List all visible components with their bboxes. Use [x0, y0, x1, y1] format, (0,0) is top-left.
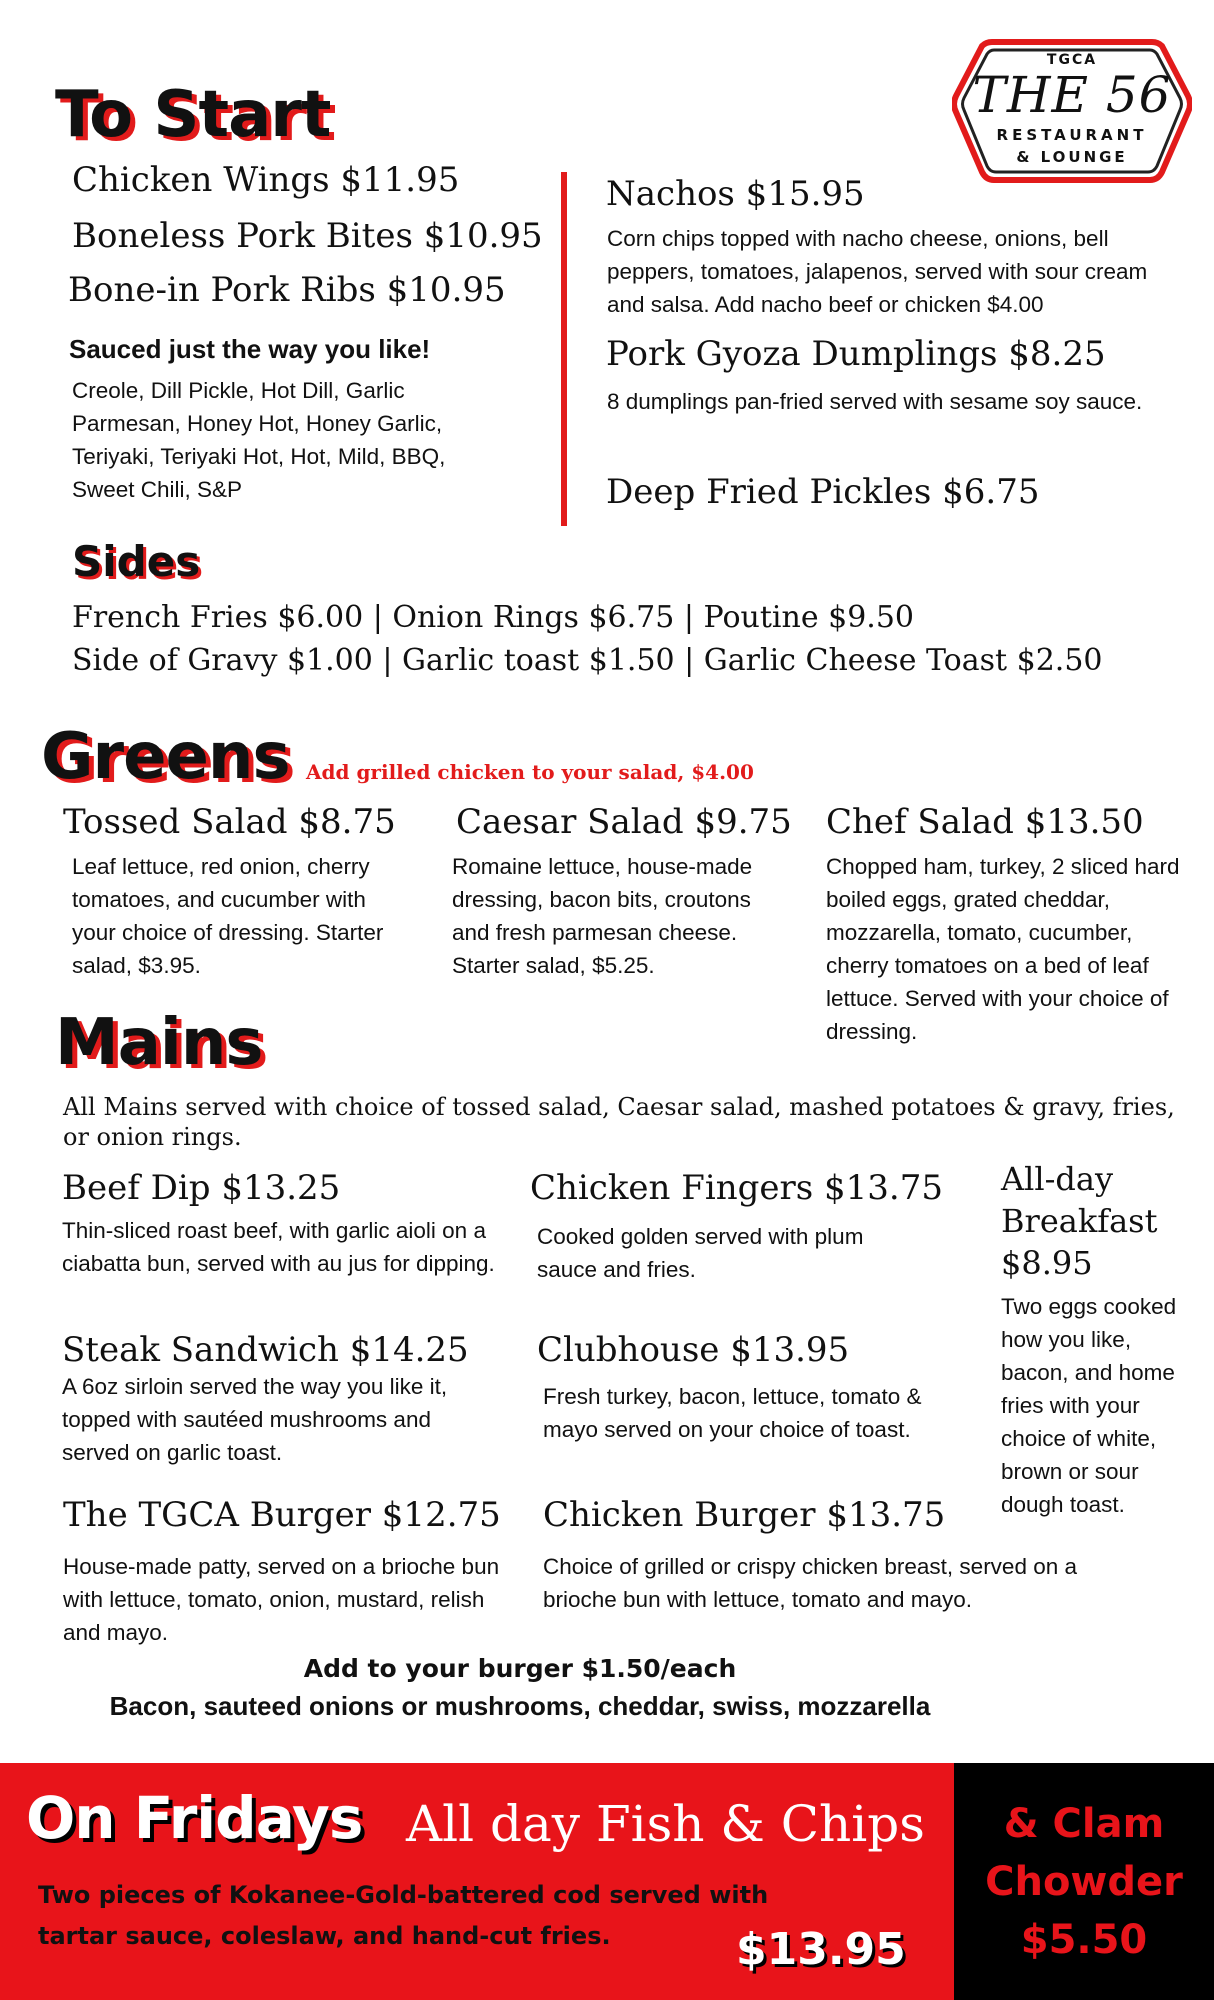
chicken-burger-title: Chicken Burger $13.75: [543, 1495, 946, 1535]
clubhouse-title: Clubhouse $13.95: [537, 1330, 850, 1370]
chowder-line-1: & Clam: [1003, 1801, 1165, 1847]
tgca-burger-desc: House-made patty, served on a brioche bun with lettuce, tomato, onion, mustard, relish and mayo.: [63, 1554, 500, 1645]
gyoza-title: Pork Gyoza Dumplings $8.25: [606, 334, 1106, 374]
to-start-item-ribs: Bone-in Pork Ribs $10.95: [68, 270, 506, 310]
fridays-heading: On Fridays: [26, 1784, 363, 1852]
fridays-title: All day Fish & Chips: [406, 1795, 925, 1853]
greens-heading: Greens: [41, 720, 290, 794]
burger-addon-heading: Add to your burger $1.50/each: [303, 1654, 737, 1683]
sides-heading: Sides: [72, 537, 201, 586]
sides-line-1: French Fries $6.00 | Onion Rings $6.75 | Poutine $9.50: [72, 600, 915, 635]
sauce-heading: Sauced just the way you like!: [69, 334, 431, 364]
steak-sandwich-desc: A 6oz sirloin served the way you like it, topped with sautéed mushrooms and served on garlic toast.: [62, 1374, 448, 1465]
chicken-burger-desc: Choice of grilled or crispy chicken breast, served on a brioche bun with lettuce, tomato and mayo.: [543, 1554, 1078, 1612]
breakfast-title: All-day Breakfast $8.95: [1001, 1160, 1158, 1282]
chicken-fingers-title: Chicken Fingers $13.75: [530, 1168, 943, 1208]
chef-salad-title: Chef Salad $13.50: [826, 802, 1144, 842]
to-start-heading: To Start: [55, 78, 331, 152]
breakfast-desc: Two eggs cooked how you like, bacon, and home fries with your choice of white, brown or sour dough toast.: [1001, 1294, 1177, 1517]
to-start-item-wings: Chicken Wings $11.95: [72, 160, 460, 200]
fridays-price: $13.95: [736, 1924, 906, 1975]
divider-line: [561, 172, 567, 526]
mains-note: All Mains served with choice of tossed salad, Caesar salad, mashed potatoes & gravy, fries, or onion rings.: [63, 1093, 1175, 1151]
logo-sub-text-2: & LOUNGE: [1016, 148, 1128, 166]
tossed-salad-title: Tossed Salad $8.75: [63, 802, 396, 842]
caesar-salad-title: Caesar Salad $9.75: [456, 802, 792, 842]
fridays-desc-line-2: tartar sauce, coleslaw, and hand-cut fries.: [38, 1922, 611, 1950]
chef-salad-desc: Chopped ham, turkey, 2 sliced hard boiled eggs, grated cheddar, mozzarella, tomato, cucumber, cherry tomatoes on a bed of leaf lettuce. Served with your choice of dressing.: [826, 854, 1180, 1044]
chowder-line-2: Chowder: [985, 1859, 1183, 1905]
fridays-desc-line-1: Two pieces of Kokanee-Gold-battered cod served with: [38, 1881, 769, 1909]
sauce-list: Creole, Dill Pickle, Hot Dill, Garlic Parmesan, Honey Hot, Honey Garlic, Teriyaki, Teriyaki Hot, Hot, Mild, BBQ, Sweet Chili, S&P: [72, 378, 446, 502]
chowder-text: [954, 1795, 1214, 1969]
gyoza-desc: 8 dumplings pan-fried served with sesame soy sauce.: [607, 389, 1143, 414]
tgca-burger-title: The TGCA Burger $12.75: [63, 1495, 501, 1535]
nachos-title: Nachos $15.95: [606, 174, 865, 214]
burger-addon-list: Bacon, sauteed onions or mushrooms, cheddar, swiss, mozzarella: [109, 1691, 931, 1721]
logo-top-text: TGCA: [1046, 52, 1098, 68]
chowder-price: $5.50: [1020, 1917, 1148, 1963]
mains-heading: Mains: [55, 1006, 263, 1080]
logo: [952, 36, 1192, 186]
steak-sandwich-title: Steak Sandwich $14.25: [62, 1330, 469, 1370]
greens-note: Add grilled chicken to your salad, $4.00: [306, 760, 754, 784]
beef-dip-title: Beef Dip $13.25: [62, 1168, 341, 1208]
to-start-item-pork-bites: Boneless Pork Bites $10.95: [72, 216, 543, 256]
beef-dip-desc: Thin-sliced roast beef, with garlic aioli on a ciabatta bun, served with au jus for dipping.: [62, 1218, 495, 1276]
tossed-salad-desc: Leaf lettuce, red onion, cherry tomatoes, and cucumber with your choice of dressing. Starter salad, $3.95.: [72, 854, 384, 978]
clubhouse-desc: Fresh turkey, bacon, lettuce, tomato & mayo served on your choice of toast.: [543, 1384, 922, 1442]
caesar-salad-desc: Romaine lettuce, house-made dressing, bacon bits, croutons and fresh parmesan cheese. Starter salad, $5.25.: [452, 854, 753, 978]
chicken-fingers-desc: Cooked golden served with plum sauce and fries.: [537, 1224, 864, 1282]
logo-sub-text: RESTAURANT: [996, 126, 1148, 144]
nachos-desc: Corn chips topped with nacho cheese, onions, bell peppers, tomatoes, jalapenos, served with sour cream and salsa. Add nacho beef or chicken $4.00: [607, 226, 1148, 317]
logo-main-text: THE 56: [972, 66, 1172, 124]
pickles-title: Deep Fried Pickles $6.75: [606, 472, 1040, 512]
sides-line-2: Side of Gravy $1.00 | Garlic toast $1.50 | Garlic Cheese Toast $2.50: [72, 643, 1103, 678]
